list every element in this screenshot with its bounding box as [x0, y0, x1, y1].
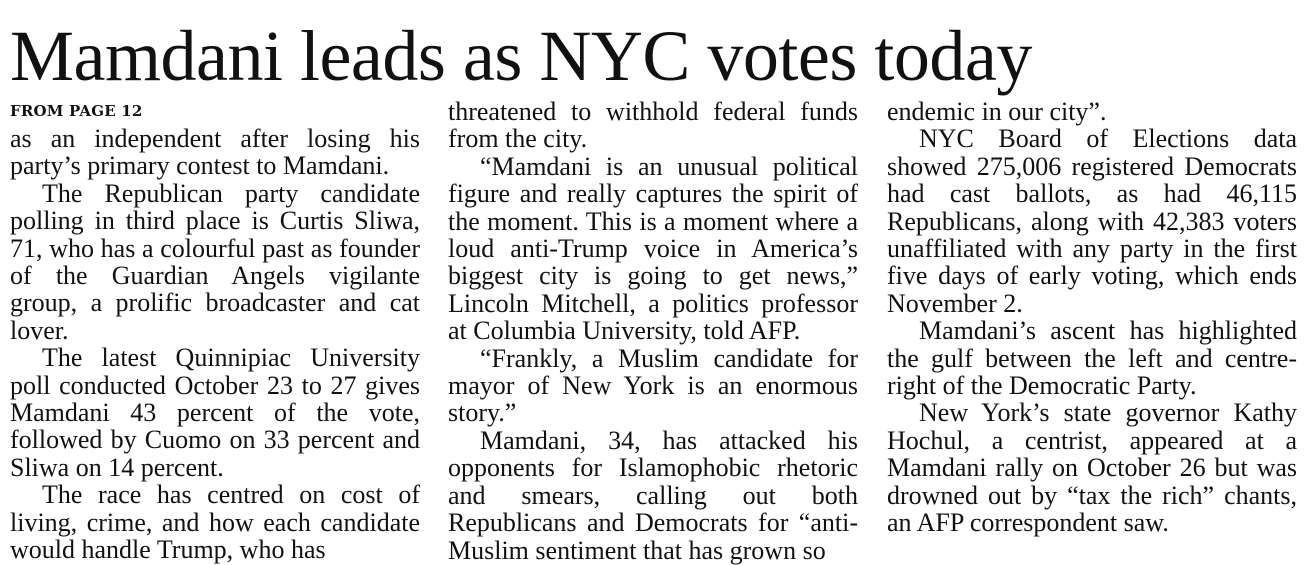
paragraph: “Frankly, a Muslim candidate for mayor of New York is an enormous story.”	[448, 343, 858, 428]
paragraph: New York’s state governor Kathy Hochul, a centrist, appeared at a Mamdani rally on October 26 but was drowned out by “tax the rich” chants, an AFP correspondent saw.	[887, 398, 1297, 538]
article-column-1	[10, 98, 420, 564]
paragraph: Mamdani, 34, has attacked his opponents for Islamophobic rhetoric and smears, calling out both Republicans and Democrats for “anti-Muslim sentiment that has grown so	[448, 425, 858, 565]
paragraph: as an independent after losing his party’s primary contest to Mamdani.	[10, 124, 420, 181]
continued-from-label: FROM PAGE 12	[10, 102, 143, 120]
headline: Mamdani leads as NYC votes today	[10, 16, 1032, 96]
paragraph: The latest Quinnipiac University poll conducted October 23 to 27 gives Mamdani 43 percent of the vote, followed by Cuomo on 33 percent and Sliwa on 14 percent.	[10, 343, 420, 482]
paragraph: threatened to withhold federal funds from the city.	[448, 97, 858, 154]
paragraph: The race has centred on cost of living, crime, and how each candidate would handle Trump, who has	[10, 480, 420, 565]
paragraph: Mamdani’s ascent has highlighted the gulf between the left and centre-right of the Democratic Party.	[887, 316, 1297, 401]
article-column-3	[887, 98, 1297, 537]
paragraph: endemic in our city”.	[887, 97, 1107, 126]
paragraph: “Mamdani is an unusual political figure and really captures the spirit of the moment. This is a moment where a loud anti-Trump voice in America’s biggest city is going to get news,” Lincoln Mitchell, a politics professor at Columbia University, told AFP.	[448, 151, 858, 346]
paragraph: NYC Board of Elections data showed 275,006 registered Democrats had cast ballots, as had 46,115 Republicans, along with 42,383 voters unaffiliated with any party in the first five days of early voting, which ends November 2.	[887, 124, 1297, 318]
paragraph: The Republican party candidate polling in third place is Curtis Sliwa, 71, who has a colourful past as founder of the Guardian Angels vigilante group, a prolific broadcaster and cat lover.	[10, 178, 420, 345]
article-column-2	[448, 98, 858, 564]
